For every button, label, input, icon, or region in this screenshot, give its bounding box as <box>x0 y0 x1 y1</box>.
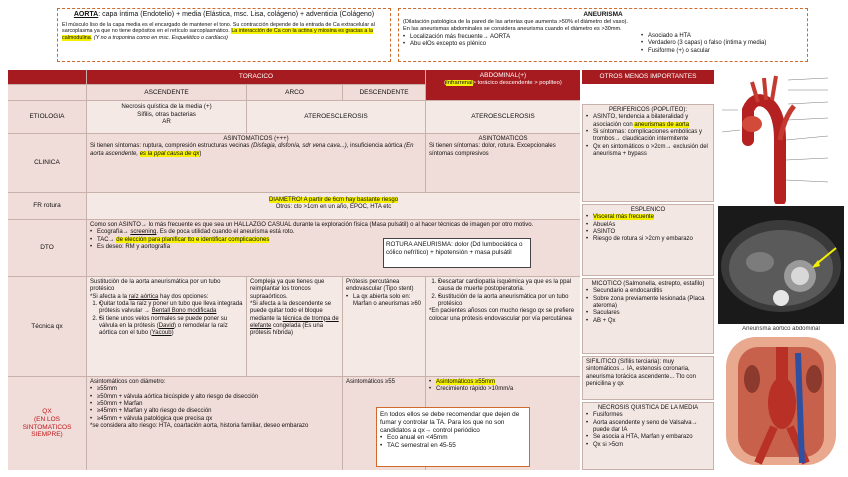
aorta-title-b: : capa íntima (Endotelio) + media (Elástica, msc. Lisa, colágeno) + adventicia (Colágeno) <box>98 11 375 18</box>
label-qx: QX (EN LOS SINTOMATICOS SIEMPRE) <box>8 377 86 470</box>
dto-content: Como son ASINTO→ lo más frecuente es que sea un HALLAZGO CASUAL durante la exploración física (Masa pulsátil) o al hacer técnicas de imagen por otro motivo. • Ecografía→ screening. Es de poca utilidad cuando el aneurisma está roto. • TAC→ de elección para planificar tto e identificar complicaciones • Es deseo: RM y aortografía ROTURA ANEURISMA: dolor (Dd lumbociática o cólico nefrítico) + hipotensión + masa pulsátil <box>87 220 580 276</box>
label-tecnica: Técnica qx <box>8 277 86 376</box>
aaa-image <box>718 326 844 472</box>
header-ascendente: ASCENDENTE <box>87 85 246 100</box>
ct-scan-image <box>718 206 844 324</box>
aneurysm-table <box>8 70 580 470</box>
side-necrosis: NECROSIS QUISTICA DE LA MEDIA • Fusiformes • Aorta ascendente y seno de Valsalva→ puede dar IA • Se asocia a HTA, Marfan y embarazo • Qx si >5cm <box>582 402 714 470</box>
recommendation-box: En todos ellos se debe recomendar que dejen de fumar y controlar la TA. Para los que no son candidatos a qx→ control periódico • Eco anual en <45mm • TAC semestral en 45-55 <box>376 407 530 467</box>
label-clinica: CLINICA <box>8 134 86 192</box>
qx-ascendente: Asintomáticos con diámetro: • ≥55mm • ≥50mm + válvula aórtica bicúspide y alto riesgo de disección • ≥50mm + Marfan • ≥45mm + Marfan y alto riesgo de disección • ≥45mm + válvula patológica que precisa qx *se considera alto riesgo: HTA, coartación aorta, historia familiar, deseo embarazo <box>87 377 342 470</box>
aneurisma-left-item: • Abu elOs excepto es plénico <box>403 41 633 48</box>
header-descendente: DESCENDENTE <box>343 85 425 100</box>
aneurisma-title: ANEURISMA <box>583 11 623 18</box>
etiologia-ascendente: Necrosis quística de la media (+) Sífilis, otras bacterias AR <box>87 101 246 133</box>
side-esplenico: ESPLENICO • Visceral más frecuente • AbuelAs • ASINTO • Riesgo de rotura si >2cm y embarazo <box>582 204 714 276</box>
header-toracico: TORACICO <box>87 70 425 84</box>
aorta-body-b: . (Y no a troponina como en msc. Esquelético o cardíaco) <box>90 34 228 41</box>
tecnica-abdominal: • 1. Descartar cardiopatía isquémica ya que es la ppal causa de muerte postoperatoria. • 2. Sustitución de la aorta aneurismática por un tubo protésico *En pacientes añosos con mucho riesgo qx se prefiere colocar una prótesis endovascular por vía percutánea <box>426 277 580 376</box>
etiologia-abdominal: ATEROESCLEROSIS <box>426 101 580 133</box>
side-micotico: MICOTICO (Salmonella, estrepto, estafilo) • Secundario a endocarditis • Sobre zona previamente lesionada (Placa ateroma) • Saculares • AB + Qx <box>582 278 714 354</box>
table-corner <box>8 70 86 84</box>
etiologia-arco-desc: ATEROESCLEROSIS <box>247 101 425 133</box>
clinica-toracico: ASINTOMATICOS (+++) Si tienen síntomas: ruptura, compresión estructuras vecinas (Disfagia, disfonía, sdr vena cava...), insuficiencia aórtica (En aorta ascendente, es la ppal causa de qx) <box>87 134 425 192</box>
aneurisma-right-item: • Verdadero (3 capas) o falso (íntima y media) <box>641 40 766 47</box>
aneurisma-info-box <box>398 8 808 62</box>
side-perifericos: PERIFERICOS (POPLITEO): • ASINTO, tendencia a bilateralidad y asociación con aneurismas de aorta • Si síntomas: complicaciones embólicas y trombos→ claudicación intermitente • Qx en sintomáticos o >2cm→ exclusión del aneurisma + bypass <box>582 104 714 202</box>
rotura-box: ROTURA ANEURISMA: dolor (Dd lumbociática o cólico nefrítico) + hipotensión + masa pulsátil <box>383 238 531 268</box>
aneurisma-def: (Dilatación patológica de la pared de las arterias que aumenta >50% el diámetro del vaso). En las aneurismas abdominales se considera aneurisma cuando el diámetro es >30mm. <box>403 18 628 32</box>
aorta-title-a: AORTA <box>73 11 99 18</box>
label-etiologia: ETIOLOGIA <box>8 101 86 133</box>
qx-abdominal: • Asintomáticos ≥55mm • Crecimiento rápido >10mm/a <box>426 377 580 470</box>
aneurisma-left-item: • Localización más frecuente→ AORTA <box>403 34 633 41</box>
header-arco: ARCO <box>247 85 342 100</box>
frrotura-line1: DIAMETRO! A partir de 6cm hay bastante riesgo <box>268 197 399 203</box>
label-dto: DTO <box>8 220 86 276</box>
side-sifilitico: SIFILITICO (Sífilis terciaria): muy sintomáticos→ IA, estenosis coronaria, aneurisma torácica ascendente... Tto con penicilina y qx <box>582 356 714 400</box>
clinica-abdominal: ASINTOMATICOS Si tienen síntomas: dolor, rotura. Excepcionales síntomas compresivos <box>426 134 580 192</box>
aorta-anatomy-image <box>718 70 844 204</box>
qx-descendente: Asintomáticos ≥55 <box>343 377 425 470</box>
aorta-body-a: El músculo liso de la capa media es el encargado de mantener el tono. Su contracción depende de la entrada de Ca extracelular al sarcoplasma ya que no tiene depósitos en el retículo sarcoplasmático. <box>62 21 375 35</box>
aorta-body-hl: La interacción de Ca con la actina y miosina es gracias a la calmodulina <box>62 28 374 41</box>
label-frrotura: FR rotura <box>8 193 86 219</box>
tecnica-descendente: Prótesis percutánea endovascular (Tipo stent) • La qx abierta solo en: Marfan o aneurismas ≥60 <box>343 277 425 376</box>
tecnica-arco: Compleja ya que tienes que reimplantar los troncos supraaórticos. *Si afecta a la descendente se puede quitar todo el bloque mediante la técnica de trompa de elefante congelada (Es una prótesis híbrida) <box>247 277 342 376</box>
aaa-caption: Aneurisma aórtico abdominal <box>742 326 820 332</box>
header-abdominal: ABDOMINAL(+) Infrarrenal> torácico descendente > poplíteo) <box>426 70 580 100</box>
frrotura-line2: Otros: cto >1cm en un año, EPOC, HTA etc <box>275 204 392 211</box>
aorta-info-box <box>57 8 391 62</box>
tecnica-ascendente: Sustitución de la aorta aneurismática por un tubo protésico *Si afecta a la raíz aórtica hay dos opciones: • 1. Quitar toda la raíz y poner un tubo que lleva integrada prótesis valvular → Bentall Bono modificada • 2. Si tiene unos velos normales se puede poner su válvula en la prótesis (David) o remodelar la raíz aórtica con el tubo (Yacoub) <box>87 277 246 376</box>
frrotura-content <box>87 193 580 219</box>
aneurisma-right-item: • Asociado a HTA <box>641 33 766 40</box>
side-header: OTROS MENOS IMPORTANTES <box>582 70 714 84</box>
aneurisma-right-item: • Fusiforme (+) o sacular <box>641 48 766 55</box>
